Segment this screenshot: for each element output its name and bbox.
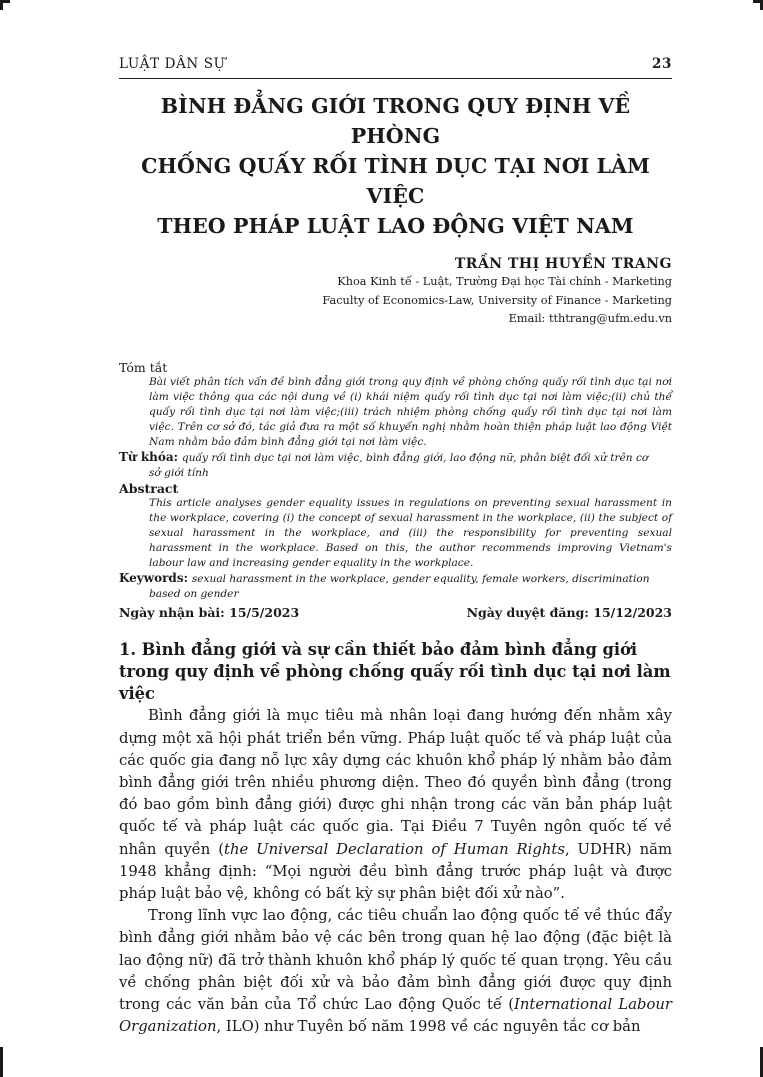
keywords-en (119, 571, 672, 602)
journal-section: LUẬT DÂN SỰ (119, 56, 226, 72)
title-line: CHỐNG QUẤY RỐI TÌNH DỤC TẠI NƠI LÀM VIỆC (141, 154, 650, 208)
body-text: , ILO) như Tuyên bố năm 1998 về các nguyên tắc cơ bản (216, 1018, 641, 1036)
keywords-vi-text-cont: sở giới tính (149, 466, 209, 479)
abstract-label: Abstract (119, 480, 179, 496)
running-header (119, 56, 672, 79)
accepted-date: Ngày duyệt đăng: 15/12/2023 (466, 605, 672, 621)
section-heading: 1. Bình đẳng giới và sự cần thiết bảo đảm bình đẳng giới trong quy định về phòng chống quấy rối tình dục tại nơi làm việc (119, 640, 671, 704)
body-text: , UDHR) năm 1948 khẳng định: “Mọi người đều bình đẳng trước pháp luật và được pháp luật bảo vệ, không có bất kỳ sự phân biệt đối xử nào”. (119, 840, 672, 903)
body-paragraph-1 (119, 705, 672, 905)
abstract-text: This article analyses gender equality issues in regulations on preventing sexual harassment in the workplace, covering (i) the concept of sexual harassment in the workplace, (ii) the subject of sexual harassment in the workplace, and (iii) the responsibility for preventing sexual harassment in the workplace. Based on this, the author recommends improving Vietnam's labour law and increasing gender equality in the workplace. (149, 496, 672, 570)
body-text: Bình đẳng giới là mục tiêu mà nhân loại đang hướng đến nhằm xây dựng một xã hội phát triển bền vững. Pháp luật quốc tế và pháp luật của các quốc gia đang nỗ lực xây dựng các khuôn khổ pháp lý nhằm bảo đảm bình đẳng giới trên nhiều phương diện. Theo đó quyền bình đẳng (trong đó bao gồm bình đẳng giới) được ghi nhận trong các văn bản pháp luật quốc tế và pháp luật các quốc gia. Tại Điều 7 Tuyên ngôn quốc tế về nhân quyền ( (119, 707, 672, 858)
summary-label: Tóm tắt (119, 359, 168, 375)
keywords-vi (119, 450, 672, 481)
page-number: 23 (652, 56, 672, 72)
author-affiliation-vi: Khoa Kinh tế - Luật, Trường Đại học Tài chính - Marketing (337, 275, 672, 288)
keywords-vi-text: quấy rối tình dục tại nơi làm việc, bình đẳng giới, lao động nữ, phân biệt đối xử trên cơ (181, 451, 649, 464)
author-email: Email: tthtrang@ufm.edu.vn (508, 312, 672, 325)
crop-mark-top-left-v (0, 0, 3, 10)
keywords-en-text-cont: based on gender (149, 588, 239, 601)
body-paragraph-2 (119, 905, 672, 1038)
keywords-en-text: sexual harassment in the workplace, gender equality, female workers, discrimination (191, 573, 650, 586)
received-date: Ngày nhận bài: 15/5/2023 (119, 605, 300, 621)
author-affiliation-en: Faculty of Economics-Law, University of Finance - Marketing (322, 293, 672, 307)
crop-mark-bottom-left (0, 1047, 3, 1077)
summary-text: Bài viết phân tích vấn đề bình đẳng giới trong quy định về phòng chống quấy rối tình dục tại nơi làm việc thông qua các nội dung về (i) khái niệm quấy rối tình dục tại nơi làm việc;(ii) chủ thể quấy rối tình dục tại nơi làm việc;(iii) trách nhiệm phòng chống quấy rối tình dục tại nơi làm việc. Trên cơ sở đó, tác giả đưa ra một số khuyến nghị nhằm hoàn thiện pháp luật lao động Việt Nam nhằm bảo đảm bình đẳng giới tại nơi làm việc. (149, 375, 672, 448)
body-text-italic: International Labour Organization (119, 996, 673, 1036)
author-name: TRẦN THỊ HUYỀN TRANG (454, 256, 672, 272)
body-text: Trong lĩnh vực lao động, các tiêu chuẩn lao động quốc tế về thúc đẩy bình đẳng giới nhằm bảo vệ các bên trong quan hệ lao động (đặc biệt là lao động nữ) đã trở thành khuôn khổ pháp lý quốc tế quan trọng. Yêu cầu về chống phân biệt đối xử và bảo đảm bình đẳng giới được quy định trong các văn bản của Tổ chức Lao động Quốc tế ( (119, 907, 672, 1014)
article-title (119, 91, 672, 241)
title-line: THEO PHÁP LUẬT LAO ĐỘNG VIỆT NAM (157, 214, 634, 238)
body-text-italic: the Universal Declaration of Human Rights (224, 840, 565, 858)
keywords-vi-label: Từ khóa: (119, 449, 179, 464)
title-line: BÌNH ĐẲNG GIỚI TRONG QUY ĐỊNH VỀ PHÒNG (160, 94, 631, 148)
article-page (119, 56, 672, 1038)
article-dates (119, 605, 672, 620)
keywords-en-label: Keywords: (119, 571, 189, 586)
